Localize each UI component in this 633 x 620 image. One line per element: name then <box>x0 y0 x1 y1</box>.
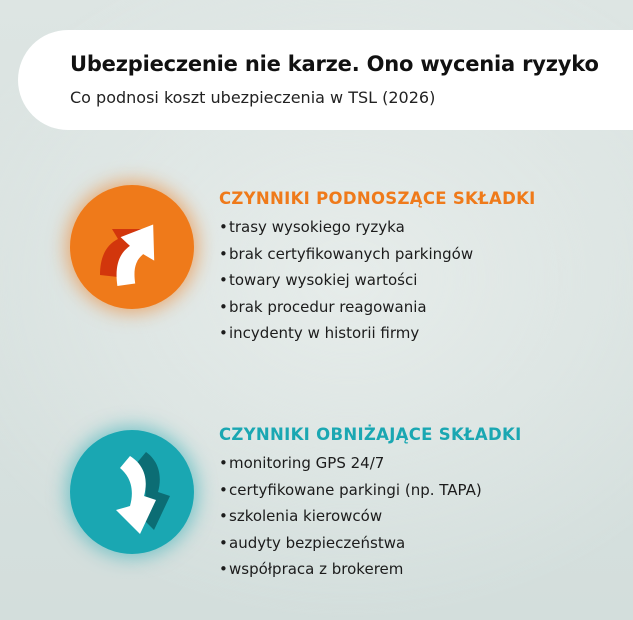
list-item-text: certyfikowane parkingi (np. TAPA) <box>229 480 482 499</box>
section-heading-increase: CZYNNIKI PODNOSZĄCE SKŁADKI <box>219 189 536 208</box>
list-item-text: monitoring GPS 24/7 <box>229 454 385 472</box>
list-item <box>219 294 536 321</box>
list-item-text: incydenty w historii firmy <box>229 324 420 342</box>
list-item <box>219 450 522 477</box>
list-item-text: współpraca z brokerem <box>229 560 404 578</box>
bullet: • <box>219 297 228 316</box>
list-item <box>219 267 536 294</box>
list-item-text: towary wysokiej wartości <box>229 271 418 289</box>
arrow-up-icon <box>70 185 194 309</box>
list-increase <box>219 214 536 347</box>
bullet: • <box>219 533 228 552</box>
bullet: • <box>219 560 228 578</box>
list-item <box>219 214 536 241</box>
arrow-down-icon <box>70 430 194 554</box>
bullet: • <box>219 271 228 289</box>
list-item-text: szkolenia kierowców <box>229 507 383 525</box>
page-subtitle: Co podnosi koszt ubezpieczenia w TSL (2026) <box>70 88 436 107</box>
bullet: • <box>219 218 228 236</box>
list-item <box>219 477 522 504</box>
list-item-text: brak procedur reagowania <box>229 297 427 316</box>
list-item <box>219 320 536 347</box>
list-item <box>219 503 522 530</box>
bullet: • <box>219 244 228 263</box>
bullet: • <box>219 507 228 525</box>
bullet: • <box>219 324 228 342</box>
list-item-text: brak certyfikowanych parkingów <box>229 244 474 263</box>
section-increase <box>219 189 536 347</box>
bullet: • <box>219 454 228 472</box>
list-item <box>219 241 536 268</box>
bullet: • <box>219 480 228 499</box>
section-decrease <box>219 425 522 583</box>
section-heading-decrease: CZYNNIKI OBNIŻAJĄCE SKŁADKI <box>219 425 522 444</box>
list-item <box>219 530 522 557</box>
list-item-text: trasy wysokiego ryzyka <box>229 218 405 236</box>
page-title: Ubezpieczenie nie karze. Ono wycenia ryzyko <box>70 52 599 76</box>
list-decrease <box>219 450 522 583</box>
list-item <box>219 556 522 583</box>
list-item-text: audyty bezpieczeństwa <box>229 533 406 552</box>
header-card <box>18 30 633 130</box>
